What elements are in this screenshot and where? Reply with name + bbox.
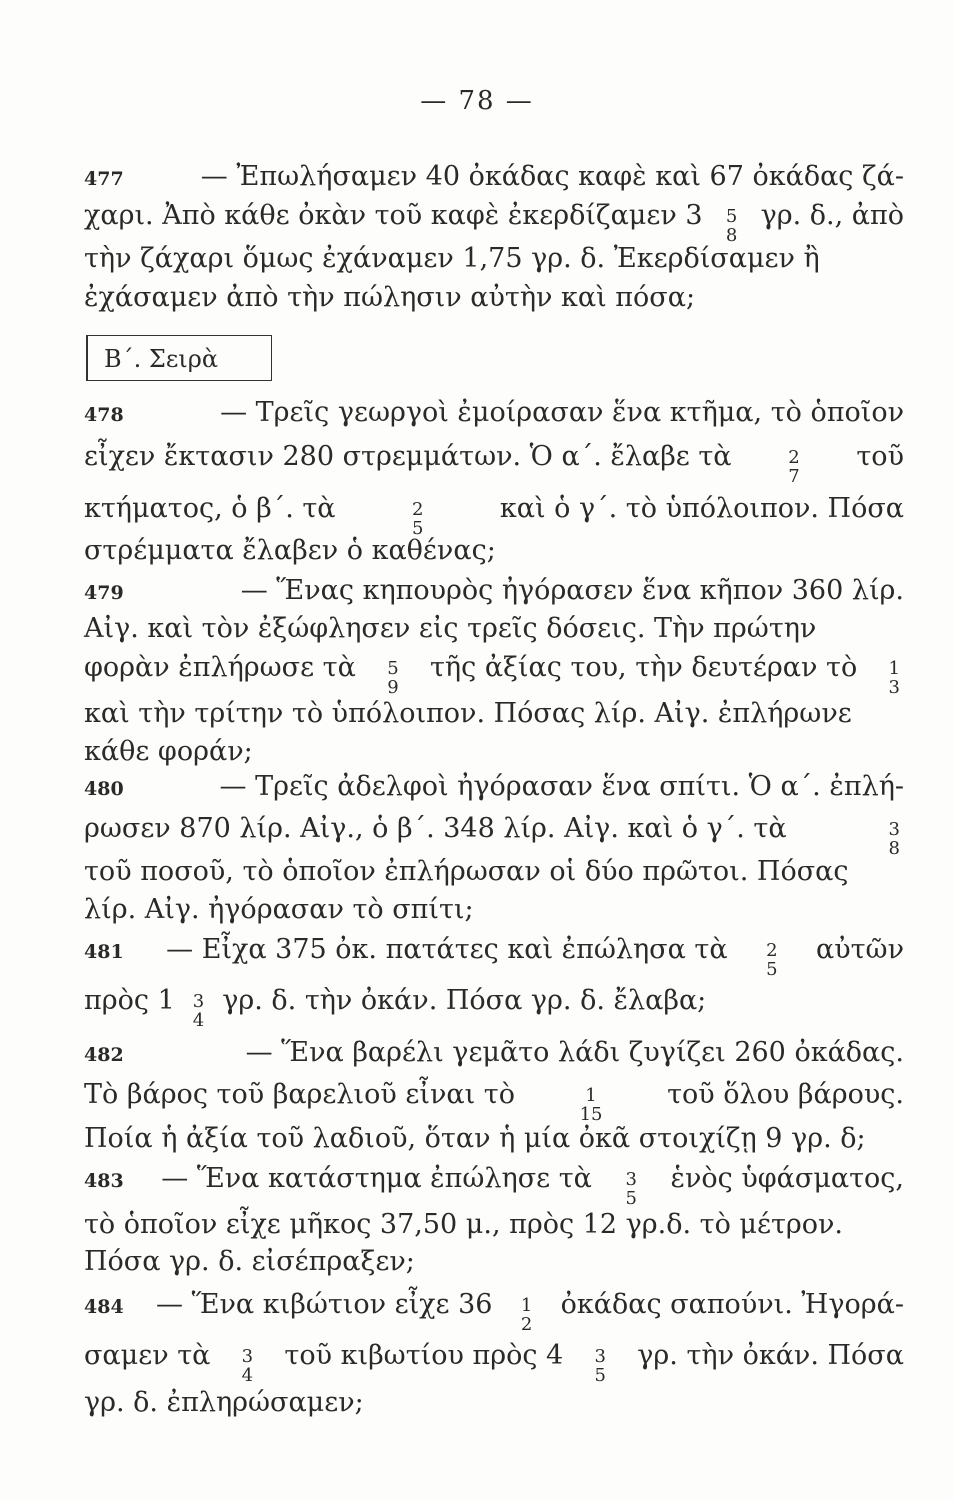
text-line: [84, 1208, 904, 1242]
text-segment: τοῦ: [856, 441, 904, 472]
text-line: [84, 440, 904, 488]
text-line: [84, 1036, 904, 1072]
fraction-numerator: 3: [625, 1169, 637, 1190]
fraction-numerator: 2: [411, 499, 424, 520]
problem-number: 477: [84, 168, 124, 190]
text-segment: κτήματος, ὁ β΄. τὰ: [84, 493, 336, 524]
text-segment: Τὸ βάρος τοῦ βαρελιοῦ εἶναι τὸ: [84, 1079, 515, 1110]
fraction-numerator: 5: [387, 658, 399, 679]
text-line: [84, 812, 904, 860]
text-line: [84, 1122, 904, 1156]
problem-number: 479: [84, 582, 124, 604]
fraction: [412, 500, 423, 538]
text-line: [84, 855, 904, 889]
text-segment: στρέμματα ἔλαβεν ὁ καθένας;: [84, 535, 496, 566]
fraction-numerator: 1: [520, 1295, 533, 1316]
fraction-denominator: 5: [625, 1188, 637, 1209]
problem-number: 484: [84, 1296, 124, 1318]
fraction: [580, 1086, 603, 1124]
fraction-denominator: 15: [579, 1104, 603, 1125]
fraction: [788, 448, 799, 486]
fraction-numerator: 3: [888, 819, 900, 840]
text-segment: τοῦ ποσοῦ, τὸ ὁποῖον ἐπλήρωσαν οἱ δύο πρῶτοι. Πόσας: [84, 856, 849, 887]
text-segment: εἶχεν ἔκτασιν 280 στρεμμάτων. Ὁ α΄. ἔλαβε τὰ: [84, 441, 732, 472]
text-line: [84, 612, 904, 646]
fraction-denominator: 5: [411, 518, 424, 539]
text-line: [84, 534, 904, 568]
text-line: [84, 651, 904, 699]
fraction: [387, 659, 398, 697]
problem-number: 480: [84, 778, 124, 800]
text-line: [84, 199, 904, 247]
fraction-numerator: 2: [788, 447, 800, 468]
text-segment: τοῦ ὅλου βάρους.: [667, 1079, 904, 1110]
text-line: [84, 1245, 904, 1279]
text-segment: — Τρεῖς γεωργοὶ ἐμοίρασαν ἕνα κτῆμα, τὸ ὁποῖον: [220, 397, 904, 428]
fraction: [625, 1170, 636, 1208]
fraction-numerator: 3: [192, 991, 205, 1012]
text-segment: τοῦ κιβωτίου πρὸς 4: [284, 1340, 564, 1371]
text-line: [84, 1162, 904, 1210]
fraction: [889, 820, 900, 858]
text-segment: καὶ τὴν τρίτην τὸ ὑπόλοιπον. Πόσας λίρ. Αἰγ. ἐπλήρωνε: [84, 698, 852, 729]
text-segment: Πόσα γρ. δ. εἰσέπραξεν;: [84, 1246, 415, 1277]
fraction-numerator: 1: [888, 658, 900, 679]
fraction-denominator: 3: [888, 677, 900, 698]
problem-number: 478: [84, 404, 124, 426]
fraction: [193, 992, 204, 1030]
fraction-denominator: 2: [520, 1314, 533, 1335]
text-line: [84, 1339, 904, 1387]
text-line: [84, 697, 904, 731]
text-segment: — Ἕνας κηπουρὸς ἠγόρασεν ἕνα κῆπον 360 λίρ.: [240, 575, 904, 606]
section-label: Β΄. Σειρὰ: [86, 335, 272, 381]
text-segment: φορὰν ἐπλήρωσε τὰ: [84, 652, 356, 683]
text-line: [84, 492, 904, 540]
fraction-numerator: 1: [585, 1085, 597, 1106]
text-line: [84, 1386, 904, 1420]
text-segment: — Ἕνα βαρέλι γεμᾶτο λάδι ζυγίζει 260 ὀκάδας.: [245, 1037, 904, 1068]
page-number: — 78 —: [420, 86, 534, 116]
text-segment: — Ἕνα κιβώτιον εἶχε 36: [156, 1289, 493, 1320]
text-segment: ἑνὸς ὑφάσματος,: [670, 1163, 904, 1194]
fraction-denominator: 7: [788, 466, 800, 487]
text-segment: γρ. δ., ἀπὸ: [760, 200, 904, 231]
problem-number: 481: [84, 941, 124, 963]
text-line: [84, 160, 904, 196]
text-segment: πρὸς 1: [84, 985, 175, 1016]
text-line: [84, 242, 904, 276]
text-segment: τὴν ζάχαρι ὅμως ἐχάναμεν 1,75 γρ. δ. Ἐκερδίσαμεν ἢ: [84, 243, 820, 274]
fraction-denominator: 4: [241, 1365, 254, 1386]
fraction-numerator: 3: [241, 1346, 254, 1367]
text-segment: γρ. δ. ἐπληρώσαμεν;: [84, 1387, 364, 1418]
fraction-denominator: 8: [888, 838, 900, 859]
fraction-denominator: 9: [387, 677, 399, 698]
text-segment: σαμεν τὰ: [84, 1340, 211, 1371]
text-segment: Ποία ἡ ἀξία τοῦ λαδιοῦ, ὅταν ἡ μία ὀκᾶ στοιχίζῃ 9 γρ. δ;: [84, 1123, 866, 1154]
fraction-numerator: 3: [594, 1346, 606, 1367]
fraction: [766, 941, 777, 979]
text-line: [84, 574, 904, 610]
text-segment: αὐτῶν: [815, 934, 904, 965]
text-line: [84, 396, 904, 432]
text-segment: — Τρεῖς ἀδελφοὶ ἠγόρασαν ἕνα σπίτι. Ὁ α΄. ἐπλή-: [219, 771, 904, 802]
text-segment: — Ἐπωλήσαμεν 40 ὀκάδας καφὲ καὶ 67 ὀκάδας ζά-: [200, 161, 904, 192]
fraction: [726, 207, 737, 245]
text-segment: γρ. τὴν ὀκάν. Πόσα: [637, 1340, 904, 1371]
text-line: [84, 1288, 904, 1336]
text-segment: λίρ. Αἰγ. ἠγόρασαν τὸ σπίτι;: [84, 894, 474, 925]
fraction-denominator: 5: [766, 959, 778, 980]
text-line: [84, 281, 904, 315]
text-segment: κάθε φοράν;: [84, 736, 253, 767]
text-segment: — Ἕνα κατάστημα ἐπώλησε τὰ: [161, 1163, 592, 1194]
text-segment: Αἰγ. καὶ τὸν ἐξώφλησεν εἰς τρεῖς δόσεις. Τὴν πρώτην: [84, 613, 817, 644]
fraction: [521, 1296, 532, 1334]
text-segment: τὸ ὁποῖον εἶχε μῆκος 37,50 μ., πρὸς 12 γρ.δ. τὸ μέτρον.: [84, 1209, 844, 1240]
text-segment: ὀκάδας σαπούνι. Ἠγορά-: [560, 1289, 904, 1320]
fraction-denominator: 8: [725, 225, 738, 246]
text-segment: καὶ ὁ γ΄. τὸ ὑπόλοιπον. Πόσα: [499, 493, 904, 524]
fraction: [595, 1347, 606, 1385]
text-segment: χαρι. Ἀπὸ κάθε ὀκὰν τοῦ καφὲ ἐκερδίζαμεν 3: [84, 200, 703, 231]
fraction-denominator: 4: [192, 1010, 205, 1031]
fraction: [242, 1347, 253, 1385]
problem-number: 483: [84, 1170, 124, 1192]
text-segment: ἐχάσαμεν ἀπὸ τὴν πώλησιν αὐτὴν καὶ πόσα;: [84, 282, 696, 313]
text-line: [84, 893, 904, 927]
fraction-numerator: 5: [725, 206, 738, 227]
fraction-numerator: 2: [766, 940, 778, 961]
text-line: [84, 933, 904, 981]
text-segment: ρωσεν 870 λίρ. Αἰγ., ὁ β΄. 348 λίρ. Αἰγ. καὶ ὁ γ΄. τὰ: [84, 813, 787, 844]
text-segment: τῆς ἀξίας του, τὴν δευτέραν τὸ: [430, 652, 858, 683]
fraction-denominator: 5: [594, 1365, 606, 1386]
fraction: [889, 659, 900, 697]
problem-number: 482: [84, 1044, 124, 1066]
text-line: [84, 1078, 904, 1126]
text-line: [84, 984, 904, 1032]
text-segment: — Εἶχα 375 ὀκ. πατάτες καὶ ἐπώλησα τὰ: [166, 934, 728, 965]
text-segment: γρ. δ. τὴν ὀκάν. Πόσα γρ. δ. ἔλαβα;: [222, 985, 707, 1016]
text-line: [84, 735, 904, 769]
text-line: [84, 770, 904, 806]
